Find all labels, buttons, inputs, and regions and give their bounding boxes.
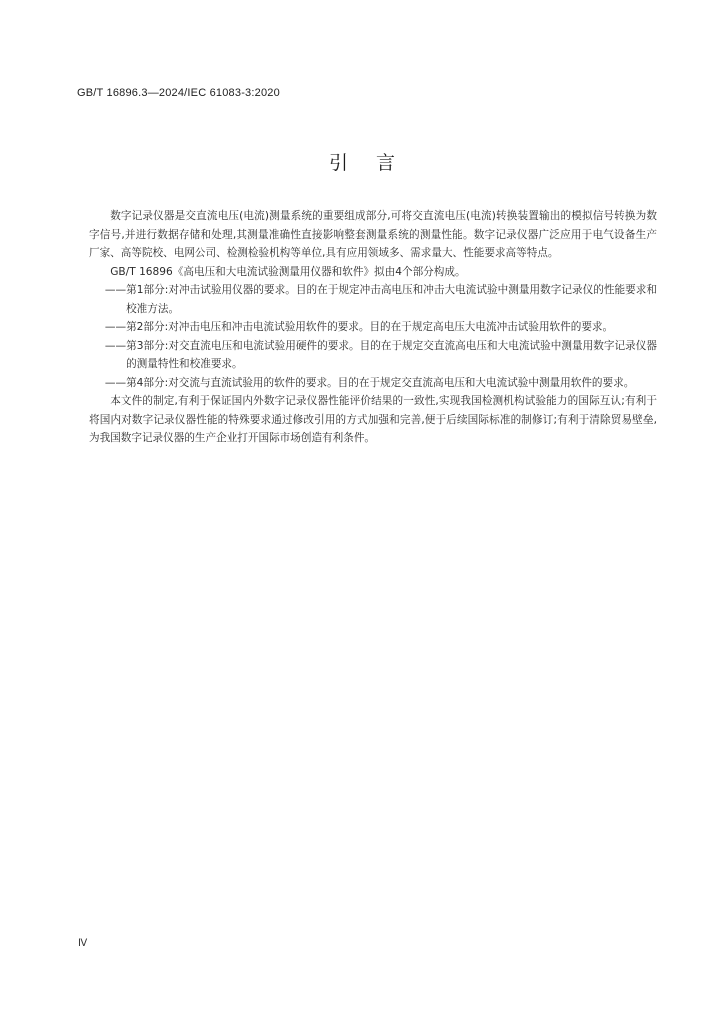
list-item-part-4: ——第4部分:对交流与直流试验用的软件的要求。目的在于规定交直流高电压和大电流试验中测量用软件的要求。	[104, 376, 635, 389]
title-char-1: 引	[328, 152, 348, 174]
document-body	[89, 207, 657, 448]
page-title	[0, 148, 724, 175]
standard-header: GB/T 16896.3—2024/IEC 61083-3:2020	[77, 87, 280, 99]
structure-paragraph: GB/T 16896《高电压和大电流试验测量用仪器和软件》拟由4个部分构成。	[110, 265, 466, 278]
list-item-part-3: ——第3部分:对交直流电压和电流试验用硬件的要求。目的在于规定交直流高电压和大电流试验中测量用数字记录仪器的测量特性和校准要求。	[104, 339, 657, 370]
list-item-part-2: ——第2部分:对冲击电压和冲击电流试验用软件的要求。目的在于规定高电压大电流冲击试验用软件的要求。	[104, 321, 614, 333]
benefit-paragraph: 本文件的制定,有利于保证国内外数字记录仪器性能评价结果的一致性,实现我国检测机构试验能力的国际互认;有利于将国内对数字记录仪器性能的特殊要求通过修改引用的方式加强和完善,便于后续国际标准的制修订;有利于清除贸易壁垒,为我国数字记录仪器的生产企业打开国际市场创造有利条件。	[89, 395, 657, 444]
page-number: Ⅳ	[78, 938, 88, 949]
title-char-2: 言	[376, 152, 396, 174]
list-item-part-1: ——第1部分:对冲击试验用仪器的要求。目的在于规定冲击高电压和冲击大电流试验中测量用数字记录仪的性能要求和校准方法。	[104, 284, 657, 315]
intro-paragraph: 数字记录仪器是交直流电压(电流)测量系统的重要组成部分,可将交直流电压(电流)转换装置输出的模拟信号转换为数字信号,并进行数据存储和处理,其测量准确性直接影响整套测量系统的测量性能。数字记录仪器广泛应用于电气设备生产厂家、高等院校、电网公司、检测检验机构等单位,具有应用领域多、需求量大、性能要求高等特点。	[89, 210, 657, 259]
